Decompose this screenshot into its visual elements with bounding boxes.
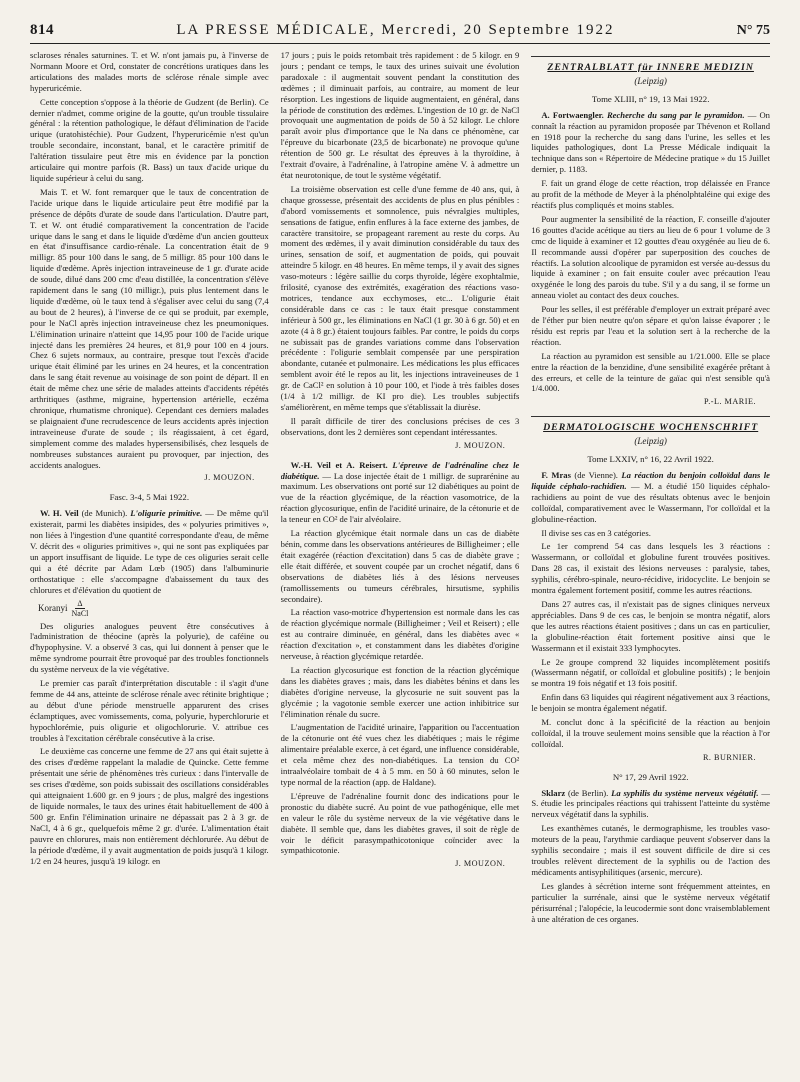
issue-reference: Tome XLIII, n° 19, 13 Mai 1922. — [591, 93, 710, 104]
paragraph: Le 1er comprend 54 cas dans lesquels les 3 réactions : Wassermann, or colloïdal et globuline furent trouvées positives. Dans 28 cas, il existait des lésions nerveuses : paralysie, tabes, syphilis, cérébro-spinale, neuro-récidive, iridocyclite. Le benjoin se montra également fortement positif, comme les autres réactions. — [531, 541, 770, 596]
formula-label: Koranyi — [38, 602, 68, 613]
abstract-text: — On connaît la réaction au pyramidon proposée par Thévenon et Rolland en 1918 pour la recherche du sang dans l'urine, les selles et les liquides pathologiques, dont La Presse Médicale indiquait la technique dans son « Répertoire de Médecine pratique » du 15 Juillet dernier, p. 1183. — [531, 109, 770, 175]
abstract-place: (de Berlin). — [565, 787, 612, 798]
abstract-paragraph — [531, 110, 770, 175]
paragraph: Le deuxième cas concerne une femme de 27 ans qui était sujette à des crises d'œdème rappelant la maladie de Quincke. Cette femme présentait une série de phénomènes très curieux : dans l'intervalle de ses crises d'œdème, son poids subissait des oscillations considérables qui atteignaient 1.600 gr. en 9 jours ; de plus, malgré des ingestions de liquide normales, le taux des urines était habituellement de 400 à 500 gr. Enfin l'élimination urinaire ne dépassait pas 2 à 3 gr. de NaCl, 4 à 6 gr., quelquefois même 2 gr. d'urée. L'alimentation était pauvre en chlorures, mais non entièrement déchlorurée. Au début de la période d'œdème, il y avait augmentation de poids jusqu'à 1 kilogr. 1/2 en 24 heures, jusqu'à 19 kilogr. en — [30, 746, 269, 866]
section-place: (Leipzig) — [634, 436, 667, 447]
paragraph: F. fait un grand éloge de cette réaction, trop délaissée en France au profit de la méthode de Meyer à la phénolphtaléine qui exige des réactifs plus compliqués et moins stables. — [531, 178, 770, 210]
abstract-title: L'épreuve de l'adrénaline chez le diabétique. — [280, 459, 520, 481]
formula-denominator: NaCl — [71, 608, 89, 618]
section-place: (Leipzig) — [634, 75, 667, 86]
section-divider — [531, 416, 770, 417]
abstract-paragraph — [531, 788, 770, 821]
abstract-text: — La dose injectée était de 1 milligr. de suprarénine au maximum. Les observations ont porté sur 12 diabétiques au point de vue de la réaction glycémique, de la réaction vasomotrice, de la réaction glycosurique, enfin de l'acidité urinaire, de la cétonurie et de la teneur en CO² de l'air alvéolaire. — [280, 470, 520, 525]
issue-reference: Tome LXXIV, n° 16, 22 Avril 1922. — [587, 454, 714, 465]
abstract-title: La réaction du benjoin colloïdal dans le liquide céphalo-rachidien. — [531, 470, 770, 491]
paragraph: Enfin dans 63 liquides qui réagirent négativement aux 3 réactions, le benjoin se montra également négatif. — [531, 692, 770, 714]
column-3 — [531, 50, 770, 1070]
paragraph: 17 jours ; puis le poids retombait très rapidement : de 5 kilogr. en 9 jours ; pendant ce temps, le taux des urines suivait une évolution paradoxale : il augmentait souvent pendant la constitution des œdèmes ; il diminuait parfois, au contraire, au moment de leur résorption. Les ingestions de liquide augmentaient, en général, dans la période de constitution des œdèmes. L'ingestion de 10 gr. de NaCl provoquait une augmentation de poids de 50 à 52 kilogr. Le chlore paraît avoir plus d'importance que le Na dans ce phénomène, car l'épreuve du bicarbonate (23,5 de bicarbonate) ne provoque qu'une rétention de 500 gr. Le résultat des épreuves à la thyroïdine, à l'extrait d'ovaire, à l'adrénaline, à l'atropine amène V. à admettre un état neurotonique, de tout le système végétatif. — [280, 50, 520, 180]
paragraph: sclaroses rénales saturnines. T. et W. n'ont jamais pu, à l'inverse de Normann Moore et Ord, constater de concrétions uratiques dans les articulations des malades morts de sclérose rénale simple avec hyperuricémie. — [30, 50, 269, 93]
paragraph: Mais T. et W. font remarquer que le taux de concentration de l'acide urique dans le liquide articulaire peut être modifié par la présence de dépôts d'urate de soude dans l'articulation. D'autre part, T. et W. ont étudié comparativement la concentration de l'acide urique dans le sang et dans le liquide d'œdème d'un ancien goutteux en état d'insuffisance cardio-rénale. La concentration était de 9 milligr. 85 pour 100 dans le sang, de 5 milligr. 85 pour 100 dans le liquide d'œdème. Après injection intraveineuse de 1 gr. d'urate acide de soude, dilué dans 200 cmc d'eau distillée, la concentration s'élève rapidement dans le sang (10 milligr.), puis plus lentement dans le liquide d'œdème, où le taux tend à s'égaliser avec celui du sang (7,4 au bout de 2 heures), à l'inverse de ce qui se produit, par exemple, pour le NaCl après injection intraveineuse chez les pneumoniques. L'élimination urinaire n'atteint que 14,95 pour 100 de l'acide urique injecté dans les premières 24 heures, et 81,9 pour 100 en 4 jours. Chez 6 sujets normaux, au contraire, presque tout l'excès d'acide urique était éliminé par les urines en 24 heures, et la concentration dans le sang était revenue au voisinage de son point de départ. Il en était de même chez une série de malades atteints d'accidents répétés arthritiques (asthme, migraine, hypertension artérielle, eczéma chronique, rhumatisme chronique). Cependant ces derniers malades se plaignaient d'une recrudescence de leurs accidents après injection intraveineuse d'urate de soude ; ils réagissaient, à cet égard, simplement comme des malades hypersensibilisés, chez lesquels de nombreuses substances auraient pu provoquer, par injection, des accidents analogues. — [30, 186, 269, 470]
paragraph: Dans 27 autres cas, il n'existait pas de signes cliniques nerveux appréciables. Dans 9 de ces cas, le benjoin se montra négatif, alors que les autres réactions étaient positives ; dans un cas en particulier, la globuline-réaction était fortement positive ainsi que le Wassermann et il existait 333 lymphocytes. — [531, 598, 770, 653]
column-1 — [30, 50, 269, 1070]
abstract-title: La syphilis du système nerveux végétatif. — [611, 787, 759, 798]
abstract-title: Recherche du sang par le pyramidon. — [603, 109, 745, 120]
abstract-paragraph — [30, 508, 269, 595]
paragraph: La réaction glycosurique est fonction de la réaction glycémique dans les diabètes graves ; mais, dans les diabètes bénins et dans les diabètes d'origine nerveuse, la glycosurie ne suit souvent pas la glycémie ; la vagotonie semble exercer une action inhibitrice sur l'élimination rénale du sucre. — [280, 664, 520, 719]
section-title: DERMATOLOGISCHE WOCHENSCHRIFT — [543, 422, 759, 434]
issue-reference: Fasc. 3-4, 5 Mai 1922. — [109, 492, 190, 503]
abstract-author: W.-H. Veil et A. Reisert. — [290, 459, 388, 470]
abstract-paragraph — [281, 460, 520, 525]
abstract-text: — De même qu'il existerait, parmi les diabètes insipides, des « polyuries primitives », non liées à l'ingestion d'une quantité correspondante d'eau, de même V. décrit des « oliguries primitives », qui ne sont pas expliquées par un apport insuffisant de liquide. Le type de ces oliguries serait celle qui a été décrite par Adam Lœb (1905) dans l'albuminurie orthostatique : elle s'accompagne d'abaissement du taux des chlorures et d'élévation du quotient de — [30, 508, 269, 595]
paragraph: Les glandes à sécrétion interne sont fréquemment atteintes, en particulier la surrénale, ainsi que le système nerveux végétatif périsurrénal ; l'alopécie, la leucodermie sont donc vraisemblablement à une altération de ces organes. — [531, 880, 770, 924]
paragraph: La réaction vaso-motrice d'hypertension est normale dans les cas de réaction glycémique normale (Billigheimer ; Veil et Reisert) ; elle est au contraire diminuée, en général, dans les diabètes avec « réaction d'excitation », et constamment dans les diabètes d'origine nerveuse, à réaction glycémique retardée. — [280, 607, 520, 662]
paragraph: Pour les selles, il est préférable d'employer un extrait préparé avec de l'éther pur bien neutre qu'on sépare et qu'on laisse évaporer ; le résidu est repris par l'eau et la solution sert à la recherche de la réaction. — [531, 304, 770, 347]
signature: J. MOUZON. — [204, 473, 255, 483]
issue-number: N° 75 — [736, 23, 770, 38]
signature: J. MOUZON. — [455, 859, 506, 869]
paragraph: La troisième observation est celle d'une femme de 40 ans, qui, à chaque grossesse, présentait des accidents de plus en plus pénibles : d'abord vomissements et somnolence, puis névralgies multiples, sensations de fatigue, enfin enflures à la face externe des jambes, de caractère transitoire, se propageant rarement au reste du corps. Au moment des œdèmes, il y avait diminution considérable du taux des urines, sensation de soif, et augmentation de poids, qui pouvait atteindre 5 kilogr. en 48 heures. En même temps, il y avait des signes vaso-moteurs : légère saillie du corps thyroïde, légère exophtalmie, frilosité, cyanose des extrémités, exagération des réactions vaso-motrices, tendance aux ecchymoses, etc... L'oligurie était considérable dans ce cas : le taux était presque constamment inférieur à 500 gr., les éliminations en NaCl (1 gr. 30 à 6 gr. 50) et en azote (4 à 8 gr.) étaient toujours faibles. Par contre, le poids du corps ne subissait pas de grandes variations comme dans l'observation précédente : l'oligurie semblait compensée par une perspiration abondante, cutanée et pulmonaire. Les médications les plus efficaces semblent avoir été le repos au lit, les injections intraveineuses de 1 gr. de CaCl² en solution à 10 pour 100, et l'iode à très faibles doses (1/4 à 1/2 milligr. de KI pro die). Les troubles subjectifs s'améliorèrent, en même temps que s'établissait la diurèse. — [280, 183, 520, 412]
paragraph: Pour augmenter la sensibilité de la réaction, F. conseille d'ajouter 16 gouttes d'acide acétique au tiers au lieu de 6 pour 1 volume de 3 cmc de liquide à examiner et 12 gouttes d'eau oxygénée au lieu de 6. Il recommande aussi d'opérer par superposition des couches de réactifs. La solution alcoolique de pyramidon est versée au-dessus du liquide à examiner ; on fait ensuite couler avec précaution l'eau oxygénée le long des parois du tube. S'il y a du sang, il se forme un anneau violet au contact des deux couches. — [531, 213, 770, 301]
paragraph: La réaction au pyramidon est sensible au 1/21.000. Elle se place entre la réaction de la benzidine, d'une sensibilité exagérée prêtant à des erreurs, et celle de la teinture de gaïac qui n'est sensible qu'à 1/4.000. — [531, 350, 770, 394]
abstract-paragraph — [531, 470, 770, 525]
paragraph: Cette conception s'oppose à la théorie de Gudzent (de Berlin). Ce dernier n'admet, comme origine de la goutte, qu'un trouble tissulaire général : la rétention pathologique, le défaut d'élimination de l'acide urique (uratohistéchie). Pour Gudzent, l'hyperuricémie n'est qu'un trouble secondaire, inconstant, banal, et le caractère primitif de l'altération tissulaire peut être mis en évidence par la ponction articulaire qui montre parfois (R. Bass) un taux d'acide urique du liquide supérieur à celui du sang. — [30, 96, 269, 183]
abstract-author: Sklarz — [541, 787, 566, 798]
abstract-title: L'oligurie primitive. — [130, 508, 203, 519]
abstract-author: F. Mras — [541, 470, 571, 480]
running-header — [30, 14, 770, 44]
formula-numerator: Δ — [77, 598, 83, 608]
paragraph: Des oliguries analogues peuvent être consécutives à l'administration de théocine (après la polyurie), de caféine ou d'hypophysine. V. a observé 3 cas, qui lui donnent à penser que le même syndrome pourrait être provoqué par des troubles fonctionnels du système nerveux de la vie végétative. — [30, 620, 269, 675]
column-2 — [281, 50, 520, 1070]
abstract-place: (de Munich). — [78, 508, 131, 519]
koranyi-formula — [38, 599, 269, 618]
page-number: 814 — [30, 22, 54, 38]
section-divider — [531, 56, 770, 57]
journal-title: LA PRESSE MÉDICALE, Mercredi, 20 Septembre 1922 — [176, 22, 615, 38]
abstract-author: W. H. Veil — [40, 508, 79, 519]
paragraph: Il paraît difficile de tirer des conclusions précises de ces 3 observations, dont les 2 dernières sont cependant intéressantes. — [280, 415, 520, 437]
paragraph: Le 2e groupe comprend 32 liquides incomplètement positifs (Wassermann négatif, or colloïdal et globuline positifs) ; le benjoin se montra 19 fois négatif et 13 fois positif. — [531, 656, 770, 689]
abstract-place: (de Vienne). — [570, 470, 622, 480]
signature: J. MOUZON. — [455, 440, 506, 450]
paragraph: La réaction glycémique était normale dans un cas de diabète bénin, comme dans les observations antérieures de Billigheimer ; elle était exagérée (réaction d'excitation) dans 5 cas de diabète grave ; elle était différée, et souvent coupée par un crochet négatif, dans 6 observations de diabètes liés à des lésions nerveuses (ramollissements ou tumeurs cérébrales, hirsutisme, syphilis secondaire). — [280, 528, 520, 604]
signature: P.-L. MARIE. — [704, 397, 756, 407]
abstract-text: — M. a étudié 150 liquides céphalo-rachidiens au point de vue des résultats obtenus avec le benjoin colloïdal, comparativement avec le Wassermann, l'or colloïdal et la globuline-réaction. — [531, 480, 770, 524]
paragraph: Le premier cas paraît d'interprétation discutable : il s'agit d'une femme de 44 ans, atteinte de sclérose rénale avec rétinite brightique ; au début d'une période menstruelle apparurent des crises éclamptiques, avec vomissements, coma, polyurie, hyperchlorurie et hypochlorémie, puis oligurie et oligochlorurie. V. attribue ces troubles à l'excitation cérébrale consécutive à la crise. — [30, 678, 269, 743]
paragraph: Les exanthèmes cutanés, le dermographisme, les troubles vaso-moteurs de la peau, l'arythmie cardiaque peuvent s'observer dans la syphilis secondaire ; mais il est souvent difficile de dire si ces troubles relèvent directement de la syphilis ou de l'action des médicaments antisyphilitiques (arsenic, mercure). — [531, 823, 770, 877]
signature: R. BURNIER. — [702, 752, 756, 762]
formula-fraction — [72, 599, 89, 618]
abstract-author: A. Fortwaengler. — [541, 109, 604, 120]
abstract-text: — S. étudie les principales réactions qui trahissent l'atteinte du système nerveux végétatif dans la syphilis. — [531, 787, 770, 820]
paragraph: L'épreuve de l'adrénaline fournit donc des indications pour le pronostic du diabète sucré. Au point de vue pathogénique, elle met en valeur le rôle du système nerveux de la vie végétative dans le diabète. Il semble que, dans les diabètes graves, il soit de règle de voir le déficit parasympathicotonique coïncider avec la sympathicotonie. — [280, 790, 520, 856]
paragraph: L'augmentation de l'acidité urinaire, l'apparition ou l'accentuation de la cétonurie ont été vues chez les diabétiques ; mais le régime alimentaire préalable exerce, à cet égard, une influence considérable, et cela même chez des non-diabétiques. La tension du CO² intraalvéolaire tombait de 4 à 5 mm. en 50 à 60 minutes, selon le type normal de la réaction (app. de Haldane). — [280, 722, 520, 787]
columns — [30, 50, 770, 1070]
paragraph: M. conclut donc à la spécificité de la réaction au benjoin colloïdal, il la trouve seulement moins sensible que la réaction à l'or colloïdal. — [531, 717, 770, 749]
issue-reference: N° 17, 29 Avril 1922. — [612, 771, 689, 782]
section-title: ZENTRALBLATT für INNERE MEDIZIN — [547, 62, 754, 73]
paragraph: Il divise ses cas en 3 catégories. — [541, 527, 651, 538]
